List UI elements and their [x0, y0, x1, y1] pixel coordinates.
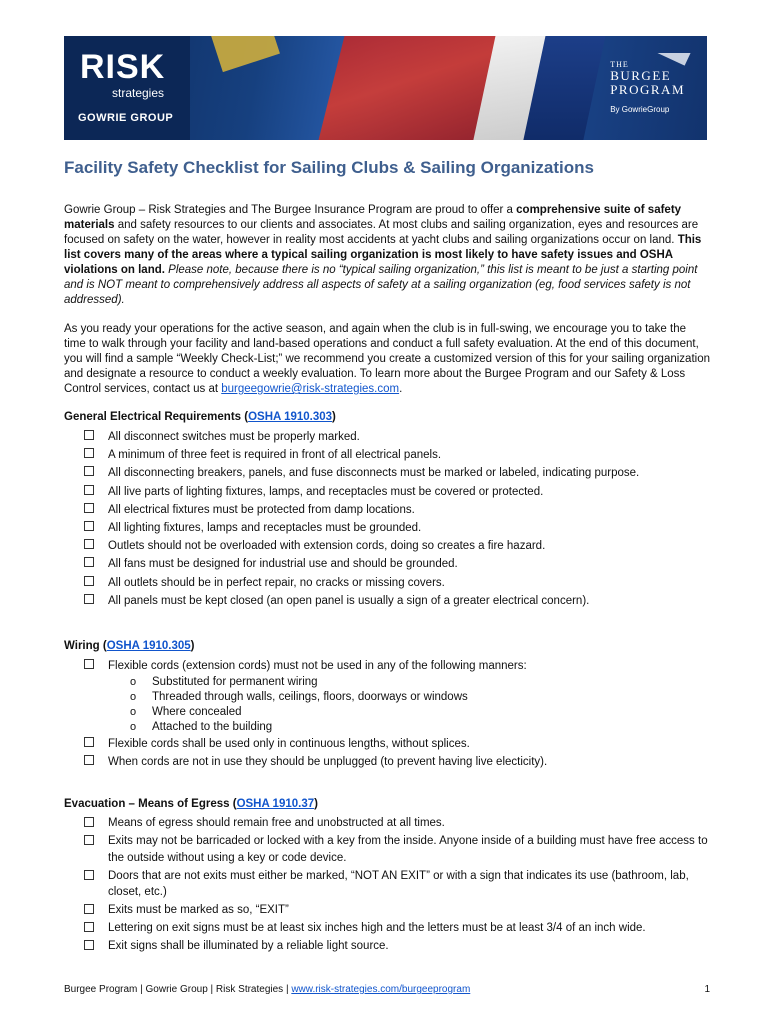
item-text: Flexible cords (extension cords) must not be used in any of the following manners: — [108, 660, 527, 672]
checklist-item — [84, 815, 714, 832]
item-text: A minimum of three feet is required in front of all electrical panels. — [108, 449, 442, 462]
checkbox-icon[interactable] — [84, 466, 94, 476]
checkbox-icon[interactable] — [84, 904, 94, 914]
item-text: All disconnecting breakers, panels, and fuse disconnects must be marked or labeled, indicating purpose. — [108, 467, 640, 480]
item-text: Flexible cords shall be used only in continuous lengths, without splices. — [108, 738, 470, 750]
item-text: Lettering on exit signs must be at least six inches high and the letters must be at least 3/4 of an inch wide. — [108, 922, 646, 934]
burgee-program-logo — [610, 60, 685, 114]
header-banner — [64, 36, 707, 140]
checkbox-icon[interactable] — [84, 430, 94, 440]
intro-paragraph-2 — [64, 322, 710, 397]
checklist-item — [84, 592, 714, 610]
evacuation-checklist — [84, 815, 714, 956]
logo-sub-text: strategies — [112, 86, 165, 100]
text-run: and safety resources to our clients and associates. At most clubs and sailing organization, eyes and resources are focused on safety on the water, however in reality most accidents at yacht clubs and sailing organizations occur on land. — [64, 219, 699, 246]
heading-text: Evacuation – Means of Egress ( — [64, 798, 237, 810]
section-heading-evacuation — [64, 798, 318, 810]
page-number: 1 — [704, 984, 710, 995]
text-run-bold: This list covers many of the areas where a typical sailing organization is most likely to have safety issues and OSHA violations on land. — [64, 234, 702, 276]
logo-group-text: GOWRIE GROUP — [78, 112, 174, 124]
checklist-item — [84, 446, 714, 464]
item-text: Exits may not be barricaded or locked with a key from the inside. Anyone inside of a building must have free access to the outside without using a key or code device. — [108, 835, 708, 864]
bullet-icon: o — [130, 676, 137, 688]
checklist-item — [84, 501, 714, 519]
checkbox-icon[interactable] — [84, 737, 94, 747]
text-run-italic: Please note, because there is no “typical sailing organization,” this list is meant to be just a starting point and is NOT meant to comprehensively address all aspects of safety at a sailing organization (eg, food services safety is not addressed). — [64, 264, 698, 306]
sub-list-item — [130, 720, 714, 735]
checkbox-icon[interactable] — [84, 817, 94, 827]
checkbox-icon[interactable] — [84, 940, 94, 950]
item-text: All lighting fixtures, lamps and receptacles must be grounded. — [108, 522, 422, 535]
osha-1910-37-link[interactable]: OSHA 1910.37 — [236, 798, 315, 810]
sub-list-item — [130, 675, 714, 690]
item-text: Exit signs shall be illuminated by a reliable light source. — [108, 940, 389, 952]
checklist-item — [84, 519, 714, 537]
risk-strategies-logo — [64, 36, 190, 140]
item-text: Exits must be marked as so, “EXIT” — [108, 904, 289, 916]
checkbox-icon[interactable] — [84, 539, 94, 549]
heading-text: ) — [190, 640, 195, 652]
checklist-item — [84, 555, 714, 573]
item-text: When cords are not in use they should be unplugged (to prevent having live electicity). — [108, 756, 548, 768]
checkbox-icon[interactable] — [84, 557, 94, 567]
checklist-item — [84, 428, 714, 446]
checklist-item — [84, 483, 714, 501]
checklist-item — [84, 938, 714, 955]
wiring-checklist — [84, 657, 714, 771]
item-text: Substituted for permanent wiring — [152, 676, 318, 688]
intro-paragraph-1 — [64, 203, 710, 308]
checkbox-icon[interactable] — [84, 659, 94, 669]
checklist-item — [84, 868, 714, 901]
flag-graphic — [208, 36, 280, 72]
page-footer — [64, 984, 710, 995]
item-text: Means of egress should remain free and unobstructed at all times. — [108, 817, 445, 829]
footer-website-link[interactable]: www.risk-strategies.com/burgeeprogram — [291, 984, 471, 995]
bullet-icon: o — [130, 691, 137, 703]
checklist-item — [84, 753, 714, 771]
checkbox-icon[interactable] — [84, 922, 94, 932]
item-text: All live parts of lighting fixtures, lamps, and receptacles must be covered or protected. — [108, 485, 544, 498]
checklist-item — [84, 574, 714, 592]
item-text: Attached to the building — [152, 721, 273, 733]
checklist-item — [84, 833, 714, 866]
heading-text: Wiring ( — [64, 640, 107, 652]
burgee-the: THE — [610, 60, 629, 69]
checkbox-icon[interactable] — [84, 594, 94, 604]
checkbox-icon[interactable] — [84, 448, 94, 458]
item-text: Doors that are not exits must either be marked, “NOT AN EXIT” or with a sign that indicates its use (bathroom, lab, closet, etc.) — [108, 869, 689, 898]
item-text: All disconnect switches must be properly marked. — [108, 431, 360, 443]
bullet-icon: o — [130, 706, 137, 718]
osha-1910-303-link[interactable]: OSHA 1910.303 — [248, 411, 333, 423]
heading-text: ) — [314, 798, 318, 810]
email-link[interactable]: burgeegowrie@risk-strategies.com — [221, 383, 400, 395]
checkbox-icon[interactable] — [84, 835, 94, 845]
text-run: Gowrie Group – Risk Strategies and The Burgee Insurance Program are proud to offer a — [64, 204, 517, 216]
item-text: Outlets should not be overloaded with extension cords, doing so creates a fire hazard. — [108, 540, 546, 553]
item-text: All panels must be kept closed (an open panel is usually a sign of a greater electrical concern). — [108, 594, 590, 607]
item-text: All electrical fixtures must be protected from damp locations. — [108, 503, 415, 516]
section-heading-wiring — [64, 640, 195, 652]
text-run: As you ready your operations for the active season, and again when the club is in full-swing, we encourage you to take the time to walk through your facility and land-based operations and conduct a full safety evaluation. At the end of this document, you will find a sample “Weekly Check-List;” we recommend you create a customized version of this for your sailing organization and designate a resource to conduct a weekly evaluation. To learn more about the Burgee Program and our Safety & Loss Control services, contact us at — [64, 323, 710, 395]
burgee-line2: PROGRAM — [610, 82, 685, 97]
sub-list-item — [130, 690, 714, 705]
burgee-by: By GowrieGroup — [610, 105, 670, 114]
burgee-line1: BURGEE — [610, 68, 672, 83]
checklist-item — [84, 657, 714, 735]
checklist-item — [84, 537, 714, 555]
item-text: All fans must be designed for industrial use and should be grounded. — [108, 558, 458, 571]
item-text: Threaded through walls, ceilings, floors, doorways or windows — [152, 691, 468, 703]
checkbox-icon[interactable] — [84, 870, 94, 880]
checklist-item — [84, 735, 714, 753]
bullet-icon: o — [130, 721, 137, 733]
item-text: All outlets should be in perfect repair, no cracks or missing covers. — [108, 576, 445, 589]
electrical-checklist — [84, 428, 714, 610]
text-run-bold: comprehensive suite of safety materials — [64, 204, 682, 231]
heading-text: ) — [332, 411, 336, 423]
section-heading-electrical — [64, 411, 336, 423]
footer-text: Burgee Program | Gowrie Group | Risk Strategies | — [64, 984, 292, 995]
checklist-item — [84, 464, 714, 482]
logo-main-text: RISK — [80, 48, 166, 86]
text-run: . — [399, 383, 403, 395]
page-title: Facility Safety Checklist for Sailing Clubs & Sailing Organizations — [64, 158, 594, 177]
checklist-item — [84, 920, 714, 937]
checkbox-icon[interactable] — [84, 485, 94, 495]
sub-list — [108, 675, 714, 735]
item-text: Where concealed — [152, 706, 242, 718]
heading-text: General Electrical Requirements ( — [64, 411, 249, 423]
checkbox-icon[interactable] — [84, 576, 94, 586]
checkbox-icon[interactable] — [84, 521, 94, 531]
sub-list-item — [130, 705, 714, 720]
osha-1910-305-link[interactable]: OSHA 1910.305 — [106, 640, 191, 652]
checkbox-icon[interactable] — [84, 755, 94, 765]
checklist-item — [84, 902, 714, 919]
checkbox-icon[interactable] — [84, 503, 94, 513]
